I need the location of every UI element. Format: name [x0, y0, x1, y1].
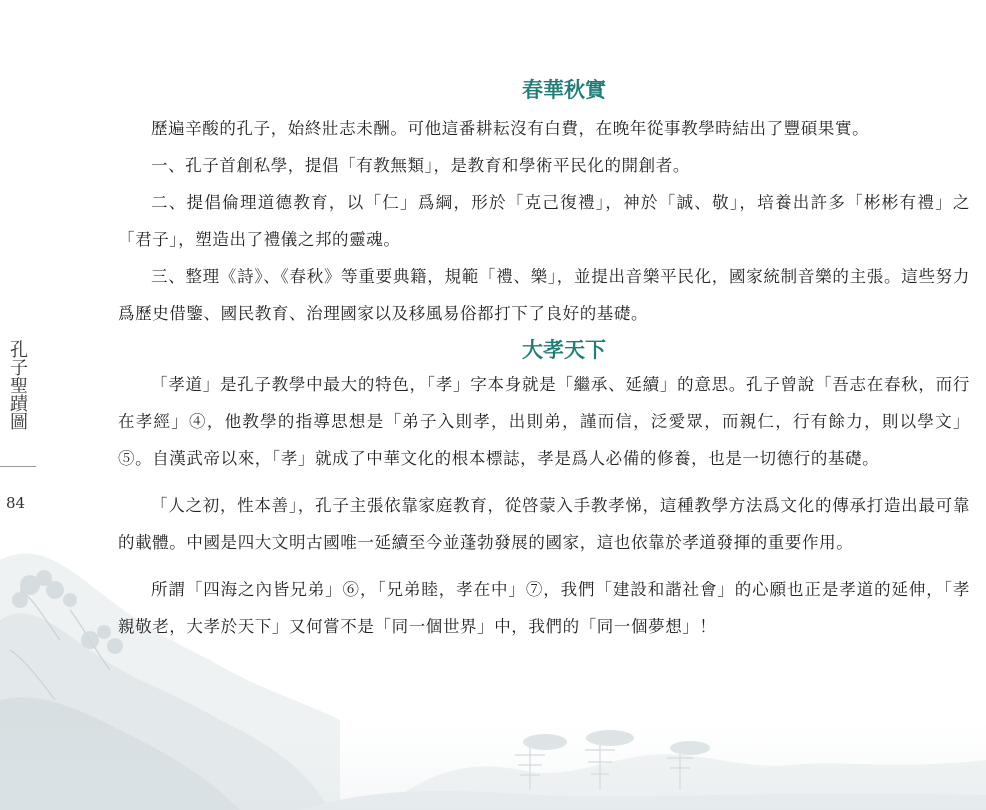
section-heading: 春華秋實 [522, 78, 606, 102]
paragraph: 三、整理《詩》、《春秋》等重要典籍，規範「禮、樂」，並提出音樂平民化，國家統制音樂的主張。這些努力爲歷史借鑒、國民教育、治理國家以及移風易俗都打下了良好的基礎。 [118, 267, 970, 323]
sidebar-book-title: 孔子聖蹟圖 [7, 340, 28, 430]
section-spring-autumn [118, 74, 970, 332]
sidebar-divider [0, 466, 36, 467]
page-number: 84 [6, 494, 26, 512]
paragraph: 歷遍辛酸的孔子，始終壯志未酬。可他這番耕耘沒有白費，在晚年從事教學時結出了豐碩果實。 [151, 119, 870, 138]
paragraph: 所謂「四海之內皆兄弟」⑥，「兄弟睦，孝在中」⑦，我們「建設和諧社會」的心願也正是孝道的延伸，「孝親敬老，大孝於天下」又何嘗不是「同一個世界」中，我們的「同一個夢想」！ [118, 580, 970, 636]
paragraph: 「孝道」是孔子教學中最大的特色，「孝」字本身就是「繼承、延續」的意思。孔子曾說「吾志在春秋，而行在孝經」④，他教學的指導思想是「弟子入則孝，出則弟，謹而信，泛愛眾，而親仁，行有餘力，則以學文」⑤。自漢武帝以來，「孝」就成了中華文化的根本標誌，孝是爲人必備的修養，也是一切德行的基礎。 [118, 375, 970, 468]
page-content [118, 74, 970, 645]
paragraph: 「人之初，性本善」，孔子主張依靠家庭教育，從啓蒙入手教孝悌，這種教學方法爲文化的傳承打造出最可靠的載體。中國是四大文明古國唯一延續至今並蓬勃發展的國家，這也依靠於孝道發揮的重要作用。 [118, 496, 970, 552]
section-heading: 大孝天下 [522, 338, 606, 362]
paragraph: 一、孔子首創私學，提倡「有教無類」，是教育和學術平民化的開創者。 [151, 156, 690, 175]
paragraph: 二、提倡倫理道德教育，以「仁」爲綱，形於「克己復禮」，神於「誠、敬」，培養出許多「彬彬有禮」之「君子」，塑造出了禮儀之邦的靈魂。 [118, 193, 970, 249]
section-great-filial-piety [118, 334, 970, 645]
